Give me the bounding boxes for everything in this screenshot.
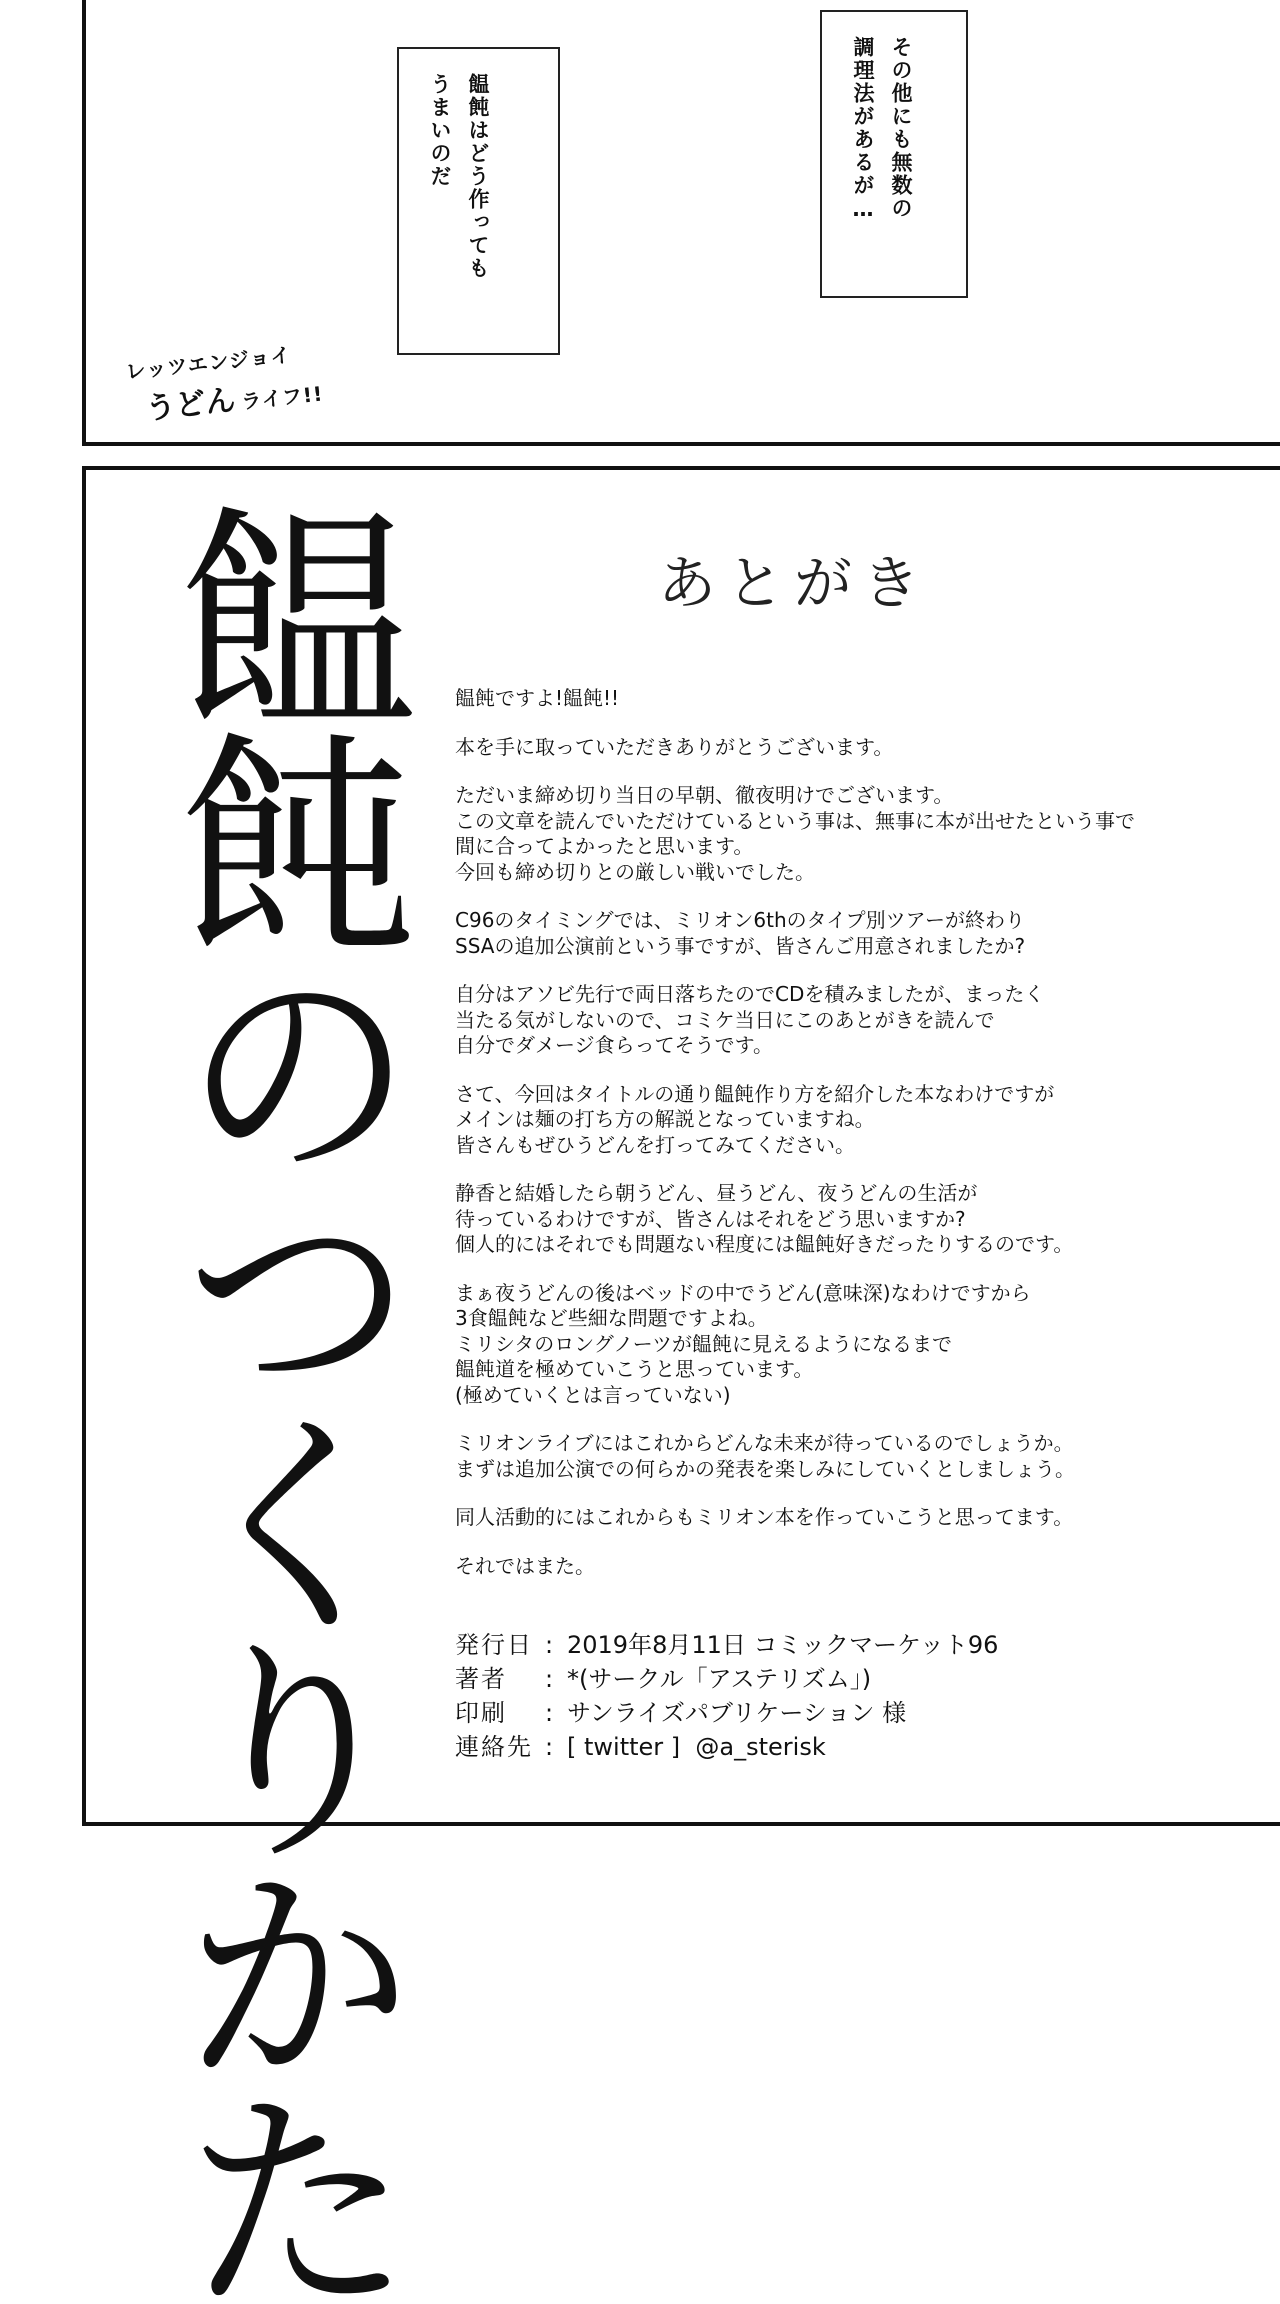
- paragraph: それではまた。: [455, 1553, 595, 1578]
- colophon-separator: :: [545, 1733, 554, 1761]
- colophon: [455, 1628, 1215, 1764]
- paragraph: さて、今回はタイトルの通り饂飩作り方を紹介した本なわけですが メインは麺の打ち方の解説となっていますね。 皆さんもぜひうどんを打ってみてください。: [455, 1081, 1055, 1157]
- colophon-separator: :: [545, 1699, 554, 1727]
- stamp-line-3: ライフ!!: [240, 381, 325, 414]
- colophon-row-printer: [455, 1696, 1215, 1730]
- colophon-label: 印刷: [455, 1699, 507, 1727]
- colophon-row-contact: [455, 1730, 1215, 1764]
- caption-right-text: その他にも無数の 調理法があるが…: [851, 36, 913, 223]
- caption-left-text: 饂飩はどう作っても うまいのだ: [428, 73, 490, 280]
- colophon-separator: :: [545, 1665, 554, 1693]
- caption-box-left: [397, 47, 560, 355]
- paragraph: C96のタイミングでは、ミリオン6thのタイプ別ツアーが終わり SSAの追加公演前という事ですが、皆さんご用意されましたか?: [455, 908, 1026, 958]
- paragraph: 静香と結婚したら朝うどん、昼うどん、夜うどんの生活が 待っているわけですが、皆さんはそれをどう思いますか? 個人的にはそれでも問題ない程度には饂飩好きだったりするのです。: [455, 1181, 1074, 1256]
- stamp-line-1: レッツエンジョイ: [124, 342, 293, 384]
- colophon-label: 発行日: [455, 1631, 533, 1659]
- colophon-separator: :: [545, 1631, 554, 1659]
- afterword-heading: あとがき: [657, 549, 930, 617]
- stamp-line-2: うどん: [143, 382, 238, 427]
- colophon-value: [ twitter ] @a_sterisk: [567, 1733, 826, 1761]
- afterword-body: [455, 686, 1215, 1602]
- paragraph: 自分はアソビ先行で両日落ちたのでCDを積みましたが、まったく 当たる気がしないので、コミケ当日にこのあとがきを読んで 自分でダメージ食らってそうです。: [455, 982, 1045, 1057]
- colophon-row-author: [455, 1662, 1215, 1696]
- paragraph: ただいま締め切り当日の早朝、徹夜明けでございます。 この文章を読んでいただけているという事は、無事に本が出せたという事で 間に合ってよかったと思います。 今回も締め切りとの厳しい戦いでした。: [455, 783, 1135, 884]
- paragraph: ミリオンライブにはこれからどんな未来が待っているのでしょうか。 まずは追加公演での何らかの発表を楽しみにしていくとしましょう。: [455, 1431, 1075, 1481]
- paragraph: 本を手に取っていただきありがとうございます。: [455, 734, 894, 759]
- paragraph: 饂飩ですよ!饂飩!!: [455, 686, 620, 710]
- colophon-label: 著者: [455, 1665, 507, 1693]
- vertical-book-title: 饂飩のつくりかた: [138, 496, 418, 2304]
- paragraph: まぁ夜うどんの後はベッドの中でうどん(意味深)なわけですから 3食饂飩など些細な問題ですよね。 ミリシタのロングノーツが饂飩に見えるようになるまで 饂飩道を極めていこうと思っています。 (極めていくとは言っていない): [455, 1280, 1031, 1407]
- colophon-value: サンライズパブリケーション 様: [567, 1699, 907, 1727]
- colophon-row-issue-date: [455, 1628, 1215, 1662]
- paragraph: 同人活動的にはこれからもミリオン本を作っていこうと思ってます。: [455, 1505, 1074, 1529]
- colophon-value: *(サークル「アステリズム」): [567, 1665, 872, 1693]
- colophon-label: 連絡先: [455, 1733, 533, 1761]
- caption-box-right: [820, 10, 968, 298]
- colophon-value: 2019年8月11日 コミックマーケット96: [567, 1631, 999, 1659]
